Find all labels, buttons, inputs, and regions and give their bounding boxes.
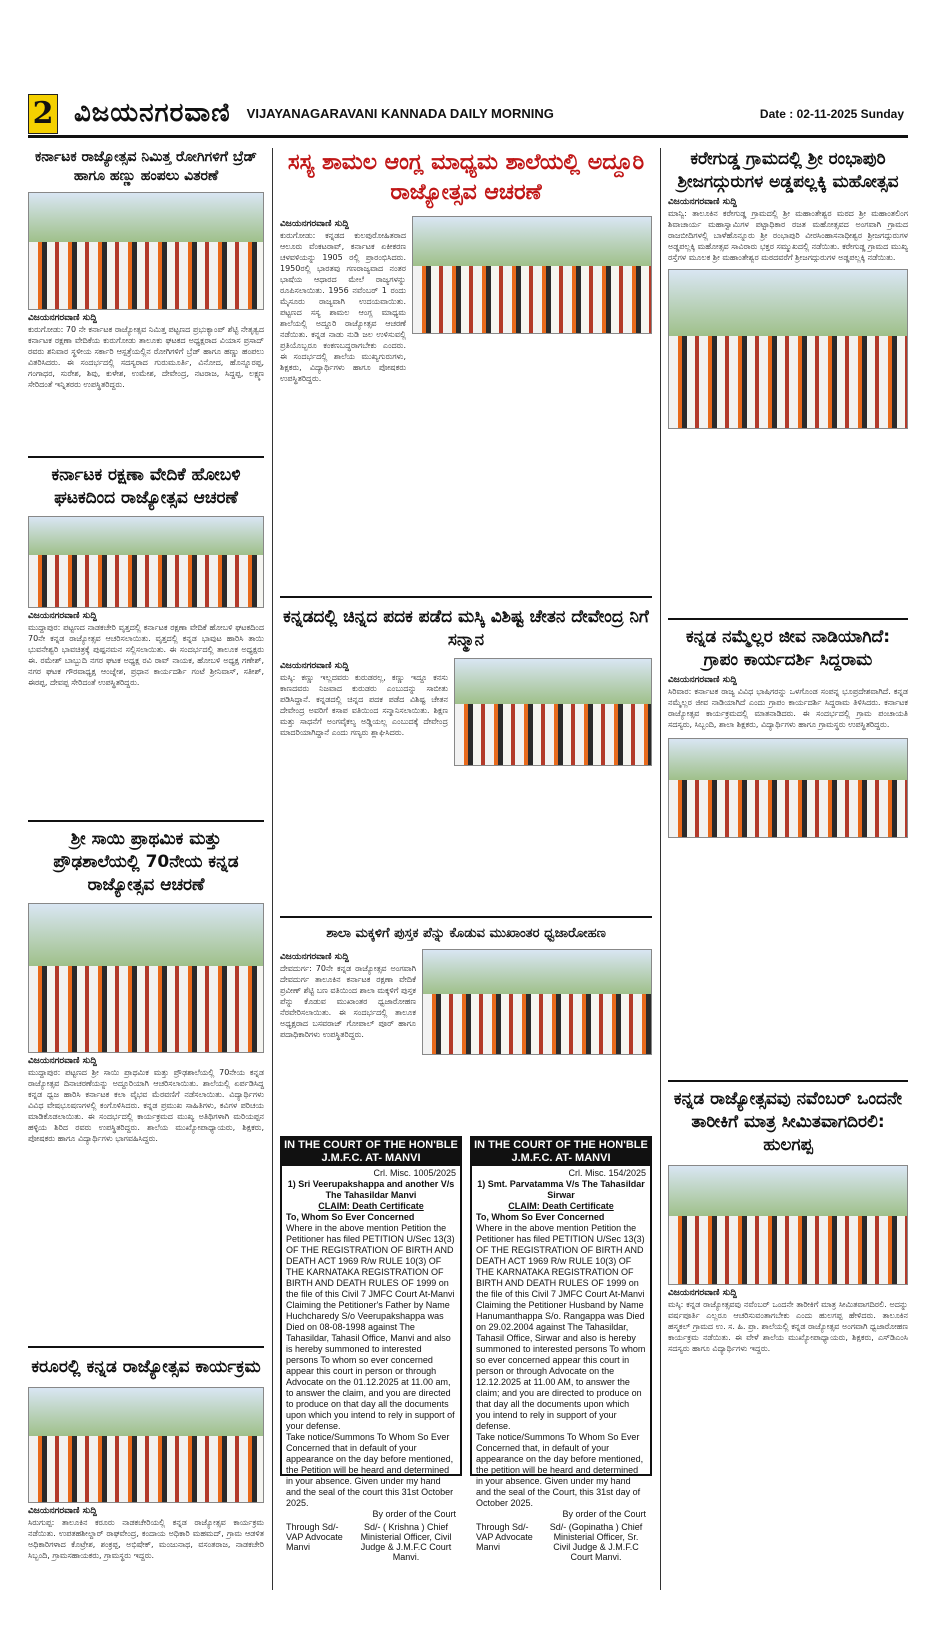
- masthead-kannada-title: ವಿಜಯನಗರವಾಣಿ: [74, 98, 231, 128]
- article: [668, 148, 908, 613]
- article-body: ದೇವದುರ್ಗ: 70ನೇ ಕನ್ನಡ ರಾಜ್ಯೋತ್ಸವ ಅಂಗವಾಗಿ ದೇವದುರ್ಗ ತಾಲೂಕಿನ ಕರ್ನಾಟಕ ರಕ್ಷಣಾ ವೇದಿಕೆ ಪ್ರವೀಣ್ ಶೆಟ್ಟಿ ಬಣ ವತಿಯಿಂದ ಶಾಲಾ ಮಕ್ಕಳಿಗೆ ಪುಸ್ತಕ ಪೆನ್ನು ಕೊಡುವ ಮುಖಾಂತರ ಧ್ವಜಾರೋಹಣ ನೆರವೇರಿಸಲಾಯಿತು. ಈ ಸಂದರ್ಭದಲ್ಲಿ ತಾಲೂಕ ಅಧ್ಯಕ್ಷರಾದ ಬಸವರಾಜ್ ಗೋಪಾಲ್ ಪೂರ್ ಹಾಗೂ ಪದಾಧಿಕಾರಿಗಳು ಉಪಸ್ಥಿತರಿದ್ದರು.: [280, 964, 416, 1039]
- article-body: ಮುದ್ದಾಪುರ: ಪಟ್ಟಣದ ನಾಡಕಚೇರಿ ವೃತ್ತದಲ್ಲಿ ಕರ್ನಾಟಕ ರಕ್ಷಣಾ ವೇದಿಕೆ ಹೋಬಳಿ ಘಟಕದಿಂದ 70ನೇ ಕನ್ನಡ ರಾಜ್ಯೋತ್ಸವ ಆಚರಿಸಲಾಯಿತು. ವೃತ್ತದಲ್ಲಿ ಕನ್ನಡ ಭಾವುಟ ಹಾರಿಸಿ ತಾಯಿ ಭುವನೇಶ್ವರಿ ಭಾವಚಿತ್ರಕ್ಕೆ ಪುಷ್ಪನಮನ ಸಲ್ಲಿಸಲಾಯಿತು. ಈ ಸಂದರ್ಭದಲ್ಲಿ ತಾಲೂಕ ಅಧ್ಯಕ್ಷರು ಈ. ರಮೇಶ್ ಬಾಬ್ಬುದಿ ನಗರ ಘಟಕ ಅಧ್ಯಕ್ಷ ರವಿ ರಾವ್ ನಾಯಕ, ಹೋಬಳಿ ಅಧ್ಯಕ್ಷ ಗಣೇಶ್, ನಗರ ಘಟಕ ಗೌರವಾಧ್ಯಕ್ಷ ಆಂಜ್ನೇಶ, ಪ್ರಧಾನ ಕಾರ್ಯದರ್ಶಿ ಗಂಟೆ ಶ್ರೀನಿವಾಸ್, ಸತೀಶ್, ಈರಪ್ಪ, ದೇವಪ್ಪ ಸೇರಿದಂತೆ ಉಪಸ್ಥಿತರಿದ್ದರು.: [28, 623, 264, 687]
- article: [28, 148, 264, 453]
- notice-paragraph: Take notice/Summons To Whom So Ever Concerned that in default of your appearance on the day before mentioned, the Petition will be heard and determined in your absence. Given under my hand and the seal of the court this 31st October 2025.: [286, 1432, 454, 1508]
- claim-title: CLAIM: Death Certificate: [508, 1201, 614, 1211]
- article-body: ಮಸ್ಕಿ: ಕಣ್ಣು ಇಲ್ಲದವರು ಕುರುಡರಲ್ಲ, ಕಣ್ಣು ಇದ್ದೂ ಕನಸು ಕಾಣದವರು ನಿಜವಾದ ಕುರುಡರು ಎಂಬುದನ್ನು ಸಾಬೀತು ಪಡಿಸಿದ್ದಾನೆ. ಕನ್ನಡದಲ್ಲಿ ಚಿನ್ನದ ಪದಕ ಪಡೆದ ವಿಶಿಷ್ಟ ಚೇತನ ದೇವೇಂದ್ರ ಅವರಿಗೆ ಕಸಾಪ ವತಿಯಿಂದ ಸನ್ಮಾನಿಸಲಾಯಿತು. ಶಿಕ್ಷಣ ಮತ್ತು ಸಾಧನೆಗೆ ಅಂಗವೈಕಲ್ಯ ಅಡ್ಡಿಯಲ್ಲ ಎಂಬುದಕ್ಕೆ ದೇವೇಂದ್ರ ಮಾದರಿಯಾಗಿದ್ದಾನೆ ಎಂದು ಗಣ್ಯರು ಶ್ಲಾಘಿಸಿದರು.: [280, 673, 448, 737]
- byline: ವಿಜಯನಗರವಾಣಿ ಸುದ್ದಿ: [28, 1056, 97, 1066]
- article-photo: [668, 269, 908, 429]
- headline: ಕನ್ನಡ ನಮ್ಮೆಲ್ಲರ ಜೀವ ನಾಡಿಯಾಗಿದೆ: ಗ್ರಾಪಂ ಕಾರ್ಯದರ್ಶಿ ಸಿದ್ದರಾಮ: [686, 627, 890, 670]
- court-order-line: By order of the Court: [562, 1509, 646, 1519]
- advocate-signature: Through Sd/- VAP Advocate Manvi: [286, 1522, 343, 1552]
- court-notice: [280, 1136, 462, 1562]
- article-photo: [28, 1387, 264, 1503]
- notice-paragraph: Take notice/Summons To Whom So Ever Concerned that, in default of your appearance on the day before mentioned, the petition will be heard and determined in your absence. Given under my hand and the seal of the Court, this 31st day of October 2025.: [476, 1432, 644, 1508]
- newspaper-page: [28, 92, 908, 1590]
- right-column: [668, 148, 908, 1590]
- masthead-english-title: VIJAYANAGARAVANI KANNADA DAILY MORNING: [246, 106, 554, 121]
- left-column: [28, 148, 264, 1590]
- addressee: To, Whom So Ever Concerned: [286, 1212, 415, 1222]
- section-rule: [28, 820, 264, 822]
- notice-paragraph: Where in the above mention Petition the Petitioner has filed PETITION U/Sec 13(3) OF THE REGISTRATION OF BIRTH AND DEATH ACT 1969 R/w RULE 10(3) OF THE KARNATAKA REGISTRATION OF BIRTH AND DEATH RULES OF 1999 on the file of this Civil 7 JMFC Court At-Manvi Claiming the Petitioner's Father by Name Huchcharedy S/o Veerupakshappa was Died on 08-08-1998 against The Tahasildar, Tahasil Office, Manvi and also is hereby summoned to interested persons To whom so ever concerned appear this court in person or through Advocate on the 01.12.2025 at 11.00 am, to answer the claim, and you are directed to produce on that day all the documents upon which you intend to rely in support of your defense.: [286, 1223, 455, 1431]
- officer-signature: Sd/- (Gopinatha ) Chief Ministerial Officer, Sr. Civil Judge & J.M.F.C Court Manvi.: [549, 1522, 643, 1562]
- court-notice-heading: IN THE COURT OF THE HON'BLE J.M.F.C. AT- MANVI: [282, 1138, 460, 1166]
- article-photo: [668, 1165, 908, 1285]
- article-photo: [28, 192, 264, 310]
- court-notice: [470, 1136, 652, 1562]
- byline: ವಿಜಯನಗರವಾಣಿ ಸುದ್ದಿ: [28, 1506, 97, 1516]
- section-rule: [668, 1080, 908, 1082]
- byline: ವಿಜಯನಗರವಾಣಿ ಸುದ್ದಿ: [280, 952, 349, 962]
- masthead: [28, 92, 908, 138]
- case-number: Crl. Misc. 1005/2025: [373, 1168, 456, 1178]
- article-body: ಕುರುಗೋಡು: ಕನ್ನಡದ ಕುಲಪುರೋಹಿತರಾದ ಆಲೂರು ವೆಂಕಟರಾವ್, ಕರ್ನಾಟಕ ಏಕೀಕರಣ ಚಳವಳಿಯನ್ನು 1905 ರಲ್ಲಿ ಪ್ರಾರಂಭಿಸಿದರು. 1950ರಲ್ಲಿ ಭಾರತವು ಗಣರಾಜ್ಯವಾದ ನಂತರ ಭಾಷೆಯ ಆಧಾರದ ಮೇಲೆ ರಾಜ್ಯಗಳನ್ನು ರೂಪಿಸಲಾಯಿತು. 1956 ನವೆಂಬರ್ 1 ರಂದು ಮೈಸೂರು ರಾಜ್ಯವಾಗಿ ಉದಯವಾಯಿತು. ಪಟ್ಟಣದ ಸಸ್ಯ ಶಾಮಲ ಆಂಗ್ಲ ಮಾಧ್ಯಮ ಶಾಲೆಯಲ್ಲಿ ಅದ್ದೂರಿ ರಾಜ್ಯೋತ್ಸವ ಆಚರಣೆ ನಡೆಯಿತು. ಕನ್ನಡ ನಾಡು ನುಡಿ ಜಲ ಉಳಿಸುವಲ್ಲಿ ಪ್ರತಿಯೊಬ್ಬರೂ ಕಂಕಣಬದ್ಧರಾಗಬೇಕು ಎಂದರು. ಈ ಸಂದರ್ಭದಲ್ಲಿ ಶಾಲೆಯ ಮುಖ್ಯಗುರುಗಳು, ಶಿಕ್ಷಕರು, ವಿದ್ಯಾರ್ಥಿಗಳು ಹಾಗೂ ಪೋಷಕರು ಉಪಸ್ಥಿತರಿದ್ದರು.: [280, 231, 406, 383]
- headline: ಕರೇಗುಡ್ಡ ಗ್ರಾಮದಲ್ಲಿ ಶ್ರೀ ರಂಭಾಪುರಿ ಶ್ರೀಜಗದ್ಗುರುಗಳ ಅಡ್ಡಪಲ್ಲಕ್ಕಿ ಮಹೋತ್ಸವ: [677, 149, 899, 192]
- section-rule: [280, 916, 652, 918]
- article: [668, 1088, 908, 1558]
- addressee: To, Whom So Ever Concerned: [476, 1212, 605, 1222]
- byline: ವಿಜಯನಗರವಾಣಿ ಸುದ್ದಿ: [280, 219, 349, 229]
- byline: ವಿಜಯನಗರವಾಣಿ ಸುದ್ದಿ: [668, 197, 737, 207]
- article-body: ಮುದ್ದಾಪುರ: ಪಟ್ಟಣದ ಶ್ರೀ ಸಾಯಿ ಪ್ರಾಥಮಿಕ ಮತ್ತು ಪ್ರೌಢಶಾಲೆಯಲ್ಲಿ 70ನೇಯ ಕನ್ನಡ ರಾಜ್ಯೋತ್ಸವ ದಿನಾಚರಣೆಯನ್ನು ಅದ್ದೂರಿಯಾಗಿ ಆಚರಿಸಲಾಯಿತು. ಶಾಲೆಯಲ್ಲಿ ಏರ್ಪಡಿಸಿದ್ದ ಕನ್ನಡ ಧ್ವಜ ಹಾರಿಸಿ ಕರ್ನಾಟಕ ಕಲಾ ವೈಭವ ಮೆರವಣಿಗೆ ನಡೆಸಲಾಯಿತು. ವಿದ್ಯಾರ್ಥಿಗಳು ವಿವಿಧ ವೇಷಭೂಷಣಗಳಲ್ಲಿ ಕಂಗೊಳಿಸಿದರು. ಕನ್ನಡ ಪ್ರಮುಖ ಸಾಹಿತಿಗಳು, ಕವಿಗಳ ಪರಿಚಯ ಮಾಡಿಕೊಡಲಾಯಿತು. ಈ ಸಂದರ್ಭದಲ್ಲಿ ಕಾರ್ಯಕ್ರಮದ ಮುಖ್ಯ ಅತಿಥಿಗಳಾಗಿ ಮರಿಯಪ್ಪನ ಹಳ್ಳಿಯ ಶಿರಿದ ರವರು ಉಪಸ್ಥಿತರಿದ್ದರು. ಶಾಲೆಯ ಮುಖ್ಯೋಪಾಧ್ಯಾಯರು, ಶಿಕ್ಷಕರು, ಪೋಷಕರು ಹಾಗೂ ವಿದ್ಯಾರ್ಥಿಗಳು ಭಾಗವಹಿಸಿದ್ದರು.: [28, 1068, 264, 1143]
- section-rule: [28, 1346, 264, 1348]
- court-notice-heading: IN THE COURT OF THE HON'BLE J.M.F.C. AT- MANVI: [472, 1138, 650, 1166]
- headline: ಕನ್ನಡದಲ್ಲಿ ಚಿನ್ನದ ಪದಕ ಪಡೆದ ಮಸ್ಕಿ ವಿಶಿಷ್ಟ ಚೇತನ ದೇವೇಂದ್ರ ನಿಗೆ ಸನ್ಮಾನ: [283, 607, 649, 650]
- advocate-signature: Through Sd/- VAP Advocate Manvi: [476, 1522, 533, 1552]
- article-body: ಕುರುಗೋಡು: 70 ನೇ ಕರ್ನಾಟಕ ರಾಜ್ಯೋತ್ಸವ ನಿಮಿತ್ತ ಪಟ್ಟಣದ ಪ್ರಭುಕ್ಯಾಂಪ್ ಶೆಟ್ಟಿ ನೇತೃತ್ವದ ಕರ್ನಾಟಕ ರಕ್ಷಣಾ ವೇದಿಕೆಯ ಕುರುಗೋಡು ತಾಲೂಕು ಘಟಕದ ಅಧ್ಯಕ್ಷರಾದ ವಿಯಾಸ ಪ್ರಸಾದ್ ರವರು ಶನಿವಾರ ಸ್ಥಳೀಯ ಸರ್ಕಾರಿ ಆಸ್ಪತ್ರೆಯಲ್ಲಿನ ರೋಗಿಗಳಿಗೆ ಬ್ರೆಡ್ ಹಾಗೂ ಹಣ್ಣು ಹಂಪಲು ವಿತರಿಸಿದರು. ಈ ಸಂದರ್ಭದಲ್ಲಿ ಸದಸ್ಯರಾದ ಗುರುಮೂರ್ತಿ, ವಿನೋದ, ಹೊನ್ನೂರಪ್ಪ, ಗಂಗಾಧರ, ಸುರೇಶ, ಶಿವು, ಕುಳೇಶ, ಉಮೇಶ, ದೇವೇಂದ್ರ, ನಟರಾಜ, ಸಿದ್ದಪ್ಪ, ಲಕ್ಷ್ಮಣ ಸೇರಿದಂತೆ ಇನ್ನಿತರರು ಉಪಸ್ಥಿತರಿದ್ದರು.: [28, 325, 264, 389]
- officer-signature: Sd/- ( Krishna ) Chief Ministerial Officer, Civil Judge & J.M.F.C Court Manvi.: [360, 1522, 452, 1562]
- article-photo: [412, 216, 652, 334]
- byline: ವಿಜಯನಗರವಾಣಿ ಸುದ್ದಿ: [668, 675, 737, 685]
- notice-paragraph: Where in the above mention Petition the Petitioner has filed PETITION U/Sec 13(3) OF THE REGISTRATION OF BIRTH AND DEATH ACT 1969 R/w RULE 10(3) OF THE KARNATAKA REGISTRATION OF BIRTH AND DEATH RULES OF 1999 on the file of this Civil 7 JMFC Court At-Manvi Claiming the Petitioner Husband by Name Hanumanthappa S/o. Rangappa was Died on 29.02.2004 against The Tahasildar, Tahasil Office, Sirwar and also is hereby summoned to interested persons To whom so ever concerned appear this court in person or through Advocate on the 12.12.2025 at 11.00 AM, to answer the claim; and you are directed to produce on that day all the documents upon which you intend to rely in support of your defense.: [476, 1223, 646, 1431]
- headline: ಕರ್ನಾಟಕ ರಕ್ಷಣಾ ವೇದಿಕೆ ಹೋಬಳಿ ಘಟಕದಿಂದ ರಾಜ್ಯೋತ್ಸವ ಆಚರಣೆ: [51, 465, 241, 508]
- article: [668, 626, 908, 1076]
- center-column: [280, 148, 652, 1590]
- headline: ಕರೂರಲ್ಲಿ ಕನ್ನಡ ರಾಜ್ಯೋತ್ಸವ ಕಾರ್ಯಕ್ರಮ: [31, 1357, 261, 1377]
- article-photo: [454, 658, 652, 766]
- article-photo: [28, 903, 264, 1053]
- byline: ವಿಜಯನಗರವಾಣಿ ಸುದ್ದಿ: [280, 661, 349, 671]
- court-order-line: By order of the Court: [372, 1509, 456, 1519]
- article: [28, 828, 264, 1368]
- lead-article: [280, 148, 652, 594]
- byline: ವಿಜಯನಗರವಾಣಿ ಸುದ್ದಿ: [28, 313, 97, 323]
- article-body: ಮಸ್ಕಿ: ಕನ್ನಡ ರಾಜ್ಯೋತ್ಸವವು ನವೆಂಬರ್ ಒಂದನೇ ತಾರೀಕಿಗೆ ಮಾತ್ರ ಸೀಮಿತವಾಗದಿರಲಿ. ಅದನ್ನು ವರ್ಷಪೂರ್ತಿ ಎಲ್ಲರೂ ಆಚರಿಸುವಂತಾಗಬೇಕು ಎಂದು ಹುಲಗಪ್ಪ ಹೇಳಿದರು. ತಾಲೂಕಿನ ಹಸ್ಮಕಲ್ ಗ್ರಾಮದ ಉ. ಸ. ಹಿ. ಪ್ರಾ. ಶಾಲೆಯಲ್ಲಿ ಕನ್ನಡ ರಾಜ್ಯೋತ್ಸವ ಅಂಗವಾಗಿ ಧ್ವಜಾರೋಹಣ ಕಾರ್ಯಕ್ರಮ ನಡೆಯಿತು. ಈ ವೇಳೆ ಶಾಲೆಯ ಮುಖ್ಯೋಪಾಧ್ಯಾಯರು, ಶಿಕ್ಷಕರು, ಎಸ್‌ಡಿಎಂಸಿ ಸದಸ್ಯರು ಹಾಗೂ ವಿದ್ಯಾರ್ಥಿಗಳು ಇದ್ದರು.: [668, 1300, 908, 1353]
- article-photo: [668, 738, 908, 838]
- claim-title: CLAIM: Death Certificate: [318, 1201, 424, 1211]
- column-divider: [272, 148, 273, 1590]
- case-parties: 1) Sri Veerupakshappa and another V/s The Tahasildar Manvi: [287, 1179, 455, 1200]
- headline: ಕನ್ನಡ ರಾಜ್ಯೋತ್ಸವವು ನವೆಂಬರ್ ಒಂದನೇ ತಾರೀಕಿಗೆ ಮಾತ್ರ ಸೀಮಿತವಾಗದಿರಲಿ: ಹುಲಗಪ್ಪ: [673, 1089, 903, 1155]
- headline: ಕರ್ನಾಟಕ ರಾಜ್ಯೋತ್ಸವ ನಿಮಿತ್ತ ರೋಗಿಗಳಿಗೆ ಬ್ರೆಡ್ ಹಾಗೂ ಹಣ್ಣು ಹಂಪಲು ವಿತರಣೆ: [34, 149, 258, 184]
- byline: ವಿಜಯನಗರವಾಣಿ ಸುದ್ದಿ: [668, 1288, 737, 1298]
- masthead-date: Date : 02-11-2025 Sunday: [759, 106, 904, 121]
- case-parties: 1) Smt. Parvatamma V/s The Tahasildar Sirwar: [477, 1179, 645, 1200]
- section-rule: [280, 596, 652, 598]
- case-number: Crl. Misc. 154/2025: [568, 1168, 646, 1178]
- article: [28, 464, 264, 816]
- headline: ಶ್ರೀ ಸಾಯಿ ಪ್ರಾಥಮಿಕ ಮತ್ತು ಪ್ರೌಢಶಾಲೆಯಲ್ಲಿ 70ನೇಯ ಕನ್ನಡ ರಾಜ್ಯೋತ್ಸವ ಆಚರಣೆ: [53, 829, 239, 895]
- page-number: 2: [28, 94, 58, 134]
- article-photo: [422, 949, 652, 1055]
- article-body: ಮಾನ್ವಿ: ತಾಲೂಕಿನ ಕರೇಗುಡ್ಡ ಗ್ರಾಮದಲ್ಲಿ ಶ್ರೀ ಮಹಾಂತೇಶ್ವರ ಮಠದ ಶ್ರೀ ಮಹಾಂತಲಿಂಗ ಶಿವಾಚಾರ್ಯ ಮಹಾಸ್ವಾಮಿಗಳ ಪಟ್ಟಾಧಿಕಾರ ರಜತ ಮಹೋತ್ಸವದ ಅಂಗವಾಗಿ ಗ್ರಾಮದ ರಾಜಬೀದಿಗಳಲ್ಲಿ ಬಾಳೆಹೊನ್ನೂರು ಶ್ರೀ ರಂಭಾಪುರಿ ವೀರಸಿಂಹಾಸನಾಧೀಶ್ವರ ಶ್ರೀಜಗದ್ಗುರುಗಳ ಅಡ್ಡಪಲ್ಲಕ್ಕಿ ಮಹೋತ್ಸವ ಸಾವಿರಾರು ಭಕ್ತರ ಸಮ್ಮುಖದಲ್ಲಿ ನಡೆಯಿತು. ಕರೇಗುಡ್ಡ ಗ್ರಾಮದ ಮುಖ್ಯ ರಸ್ತೆಗಳ ಮೂಲಕ ಶ್ರೀ ಮಹಾಂತೇಶ್ವರ ಮಠದವರೆಗೆ ಶ್ರೀಜಗದ್ಗುರುಗಳ ಅಡ್ಡಪಲ್ಲಕ್ಕಿ ನಡೆಯಿತು.: [668, 209, 908, 262]
- section-rule: [28, 456, 264, 458]
- article: [280, 606, 652, 912]
- article-body: ಸಿರುಗುಪ್ಪ: ತಾಲೂಕಿನ ಕರೂರು ನಾಡಕಚೇರಿಯಲ್ಲಿ ಕನ್ನಡ ರಾಜ್ಯೋತ್ಸವ ಕಾರ್ಯಕ್ರಮ ನಡೆಯಿತು. ಉಪತಹಶೀಲ್ದಾರ್ ರಾಘವೇಂದ್ರ, ಕಂದಾಯ ಅಧಿಕಾರಿ ಮಹಮದ್, ಗ್ರಾಮ ಆಡಳಿತ ಅಧಿಕಾರಿಗಳಾದ ಕೊಟ್ರೇಶ, ಶಂಕ್ರಪ್ಪ, ಅಭಿಷೇಕ್, ಮಂಜುನಾಥ, ವಸಂತರಾಜ, ನಾಡಕಚೇರಿ ಸಿಬ್ಬಂದಿ, ಗ್ರಾಮಸಹಾಯಕರು, ಗ್ರಾಮಸ್ಥರು ಇದ್ದರು.: [28, 1518, 264, 1560]
- section-rule: [668, 618, 908, 620]
- headline: ಶಾಲಾ ಮಕ್ಕಳಿಗೆ ಪುಸ್ತಕ ಪೆನ್ನು ಕೊಡುವ ಮುಖಾಂತರ ಧ್ವಜಾರೋಹಣ: [326, 926, 606, 941]
- article: [280, 924, 652, 1124]
- byline: ವಿಜಯನಗರವಾಣಿ ಸುದ್ದಿ: [28, 611, 97, 621]
- column-divider: [660, 148, 661, 1590]
- article-photo: [28, 516, 264, 608]
- article: [28, 1356, 264, 1646]
- article-body: ಸಿರಿವಾರ: ಕರ್ನಾಟಕ ರಾಜ್ಯ ವಿವಿಧ ಭಾಷಿಗರನ್ನು ಒಳಗೊಂಡ ಸಂಪನ್ನ ಭೂಪ್ರದೇಶವಾಗಿದೆ. ಕನ್ನಡ ನಮ್ಮೆಲ್ಲರ ಜೀವ ನಾಡಿಯಾಗಿದೆ ಎಂದು ಗ್ರಾಪಂ ಕಾರ್ಯದರ್ಶಿ ಸಿದ್ದರಾಮ ತಿಳಿಸಿದರು. ಕರ್ನಾಟಕ ರಾಜ್ಯೋತ್ಸವ ಕಾರ್ಯಕ್ರಮದಲ್ಲಿ ಮಾತನಾಡಿದರು. ಈ ಸಂದರ್ಭದಲ್ಲಿ ಗ್ರಾಮ ಪಂಚಾಯತಿ ಸದಸ್ಯರು, ಸಿಬ್ಬಂದಿ, ಶಾಲಾ ಶಿಕ್ಷಕರು, ವಿದ್ಯಾರ್ಥಿಗಳು ಹಾಗೂ ಗ್ರಾಮಸ್ಥರು ಉಪಸ್ಥಿತರಿದ್ದರು.: [668, 687, 908, 729]
- lead-headline: ಸಸ್ಯ ಶಾಮಲ ಆಂಗ್ಲ ಮಾಧ್ಯಮ ಶಾಲೆಯಲ್ಲಿ ಅದ್ದೂರಿ ರಾಜ್ಯೋತ್ಸವ ಆಚರಣೆ: [287, 150, 645, 205]
